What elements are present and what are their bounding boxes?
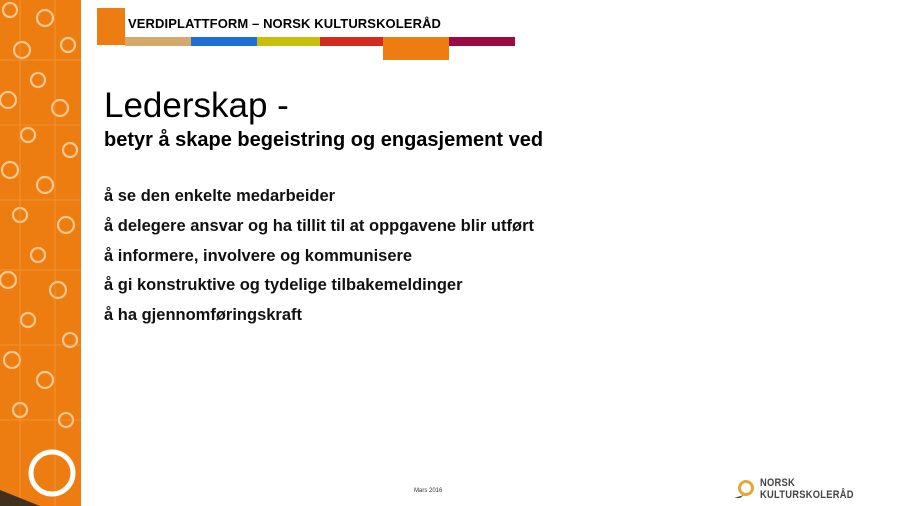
- stripe-blue: [191, 37, 257, 46]
- bullet-item: å se den enkelte medarbeider: [104, 187, 336, 205]
- footer-date: Mars 2016: [414, 488, 443, 494]
- stripe-orange: [383, 37, 449, 60]
- slide-title: Lederskap -: [104, 86, 289, 125]
- decorative-sidebar: [0, 0, 81, 506]
- header-accent-square: [97, 8, 125, 45]
- bullet-item: å informere, involvere og kommunisere: [104, 246, 413, 265]
- bullet-item: å delegere ansvar og ha tillit til at oppgavene blir utført: [104, 216, 534, 235]
- bullet-item: å gi konstruktive og tydelige tilbakemeldinger: [104, 276, 463, 295]
- stripe-red: [320, 37, 383, 46]
- large-circle-icon: [31, 452, 73, 494]
- stripe-tan: [125, 37, 191, 46]
- footer-logo: [732, 477, 900, 501]
- header-title: VERDIPLATTFORM – NORSK KULTURSKOLERÅD: [128, 16, 442, 31]
- bullet-list: [104, 182, 534, 331]
- stripe-wine: [449, 37, 515, 46]
- kulturskole-logo-icon: [732, 479, 756, 499]
- bullet-item: å ha gjennomføringskraft: [104, 306, 303, 325]
- slide-subtitle: betyr å skape begeistring og engasjement ved: [104, 129, 544, 151]
- footer-logo-text: NORSK KULTURSKOLERÅD: [759, 477, 854, 501]
- circle-pattern: [0, 0, 81, 506]
- stripe-olive: [257, 37, 320, 46]
